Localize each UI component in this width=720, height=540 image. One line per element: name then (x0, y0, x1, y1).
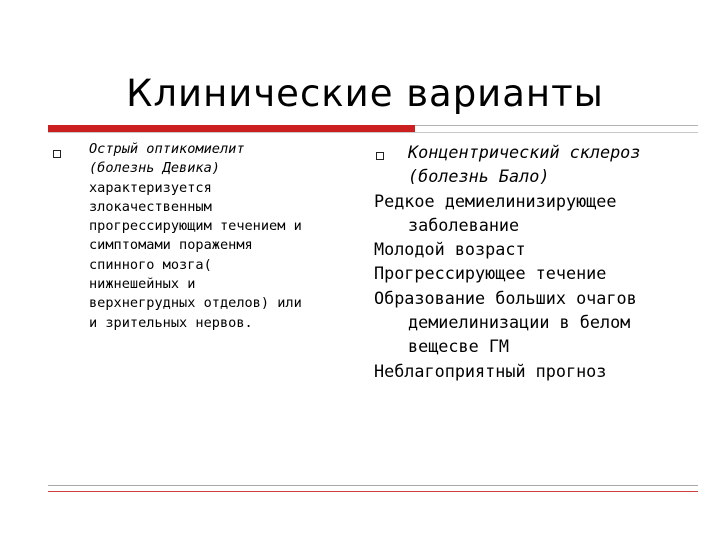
left-title-line: Острый оптикомиелит (89, 141, 245, 157)
left-title-line: (болезнь Девика) (89, 160, 220, 177)
left-bullet-icon (53, 150, 61, 158)
bottom-red-rule (48, 491, 698, 492)
left-body-line: злокачественным (89, 198, 212, 215)
left-body-line: характеризуется (89, 179, 212, 196)
right-column (374, 140, 674, 383)
slide-title: Клинические варианты (126, 72, 604, 115)
left-body-line: спинного мозга( (89, 256, 212, 273)
left-column (89, 140, 351, 333)
right-item: Редкое демиелинизирующее заболевание (374, 190, 617, 235)
left-body-line: прогрессирующим течением и (89, 218, 302, 235)
right-item: Неблагоприятный прогноз (374, 360, 607, 381)
top-red-accent-bar (48, 125, 415, 132)
right-heading-line: (болезнь Бало) (408, 166, 550, 187)
right-item: Образование больших очагов демиелинизации в белом вещесве ГМ (374, 287, 637, 357)
right-heading-line: Концентрический склероз (408, 142, 641, 162)
top-thin-rule-lower (48, 132, 698, 133)
left-body-line: верхнегрудных отделов) или (89, 295, 302, 312)
left-body-line: нижнешейных и (89, 276, 196, 293)
right-item: Прогрессирующее течение (374, 263, 607, 284)
bottom-gray-rule (48, 485, 698, 486)
left-body-line: симптомами пораженмя (89, 237, 253, 254)
left-body-line: и зрительных нервов. (89, 314, 253, 331)
right-item: Молодой возраст (374, 239, 526, 260)
